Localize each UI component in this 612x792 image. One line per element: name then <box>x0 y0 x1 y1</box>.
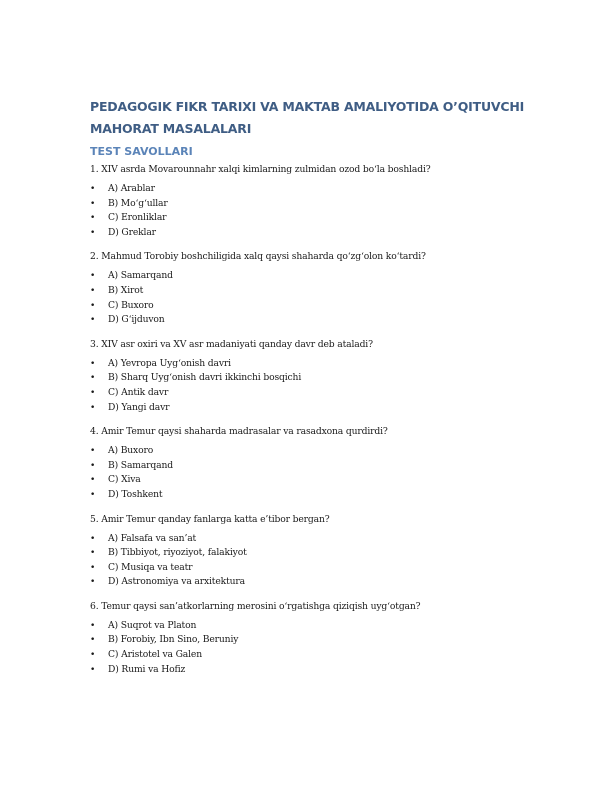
answer-option-text: D) Astronomiya va arxitektura <box>108 576 245 588</box>
answer-options <box>90 269 550 327</box>
answer-option <box>90 619 550 634</box>
bullet-icon: • <box>90 184 96 194</box>
answer-options <box>90 357 550 415</box>
answer-option-text: B) Xirot <box>108 284 144 296</box>
answer-option-text: C) Musiqa va teatr <box>108 561 193 573</box>
bullet-icon: • <box>90 650 96 661</box>
answer-options <box>90 532 550 590</box>
section-heading: TEST SAVOLLARI <box>90 145 193 158</box>
answer-option-text: C) Aristotel va Galen <box>108 649 202 661</box>
question-item <box>90 162 550 240</box>
answer-option <box>90 401 550 416</box>
answer-option-text: A) Arablar <box>108 183 155 194</box>
bullet-icon: • <box>90 198 96 209</box>
bullet-icon: • <box>90 460 96 471</box>
answer-option-text: D) Toshkent <box>108 488 163 500</box>
question-item <box>90 599 550 677</box>
answer-option <box>90 211 550 226</box>
question-item <box>90 424 550 502</box>
answer-option <box>90 546 550 561</box>
bullet-icon: • <box>90 300 96 311</box>
answer-option <box>90 313 550 328</box>
bullet-icon: • <box>90 533 96 544</box>
answer-option <box>90 444 550 459</box>
question-item <box>90 337 550 415</box>
bullet-icon: • <box>90 315 96 326</box>
bullet-icon: • <box>90 213 96 224</box>
answer-option-text: A) Yevropa Uyg‘onish davri <box>108 357 231 369</box>
bullet-icon: • <box>90 635 96 646</box>
question-text: 4. Amir Temur qaysi shaharda madrasalar va rasadxona qurdirdi? <box>90 426 388 438</box>
answer-option <box>90 532 550 547</box>
question-text: 2. Mahmud Torobiy boshchiligida xalq qaysi shaharda qo‘zg‘olon ko‘tardi? <box>90 251 426 263</box>
answer-option <box>90 473 550 488</box>
question-list <box>90 162 550 686</box>
answer-option-text: C) Antik davr <box>108 386 169 398</box>
bullet-icon: • <box>90 271 96 282</box>
question-text: 6. Temur qaysi san’atkorlarning merosini o‘rgatishga qiziqish uyg‘otgan? <box>90 600 421 612</box>
bullet-icon: • <box>90 577 96 588</box>
answer-option-text: C) Xiva <box>108 474 141 486</box>
answer-option-text: A) Suqrot va Platon <box>108 619 197 631</box>
question-item <box>90 249 550 327</box>
answer-option <box>90 575 550 590</box>
bullet-icon: • <box>90 548 96 559</box>
answer-option <box>90 269 550 284</box>
answer-option-text: B) Samarqand <box>108 459 173 471</box>
answer-option-text: B) Tibbiyot, riyoziyot, falakiyot <box>108 547 247 559</box>
question-text: 1. XIV asrda Movarounnahr xalqi kimlarning zulmidan ozod bo‘la boshladi? <box>90 164 431 175</box>
bullet-icon: • <box>90 664 96 675</box>
answer-option <box>90 226 550 241</box>
answer-option-text: A) Buxoro <box>108 445 154 457</box>
answer-option-text: A) Samarqand <box>108 270 173 282</box>
answer-option-text: D) Greklar <box>108 226 156 238</box>
answer-option <box>90 299 550 314</box>
bullet-icon: • <box>90 446 96 457</box>
answer-options <box>90 444 550 502</box>
answer-option <box>90 284 550 299</box>
answer-option <box>90 488 550 503</box>
answer-option-text: B) Mo‘g‘ullar <box>108 197 168 209</box>
answer-option <box>90 386 550 401</box>
answer-option <box>90 182 550 197</box>
bullet-icon: • <box>90 489 96 500</box>
document-title: PEDAGOGIK FIKR TARIXI VA MAKTAB AMALIYOTIDA O’QITUVCHI MAHORAT MASALALARI <box>90 99 525 136</box>
bullet-icon: • <box>90 373 96 384</box>
bullet-icon: • <box>90 402 96 413</box>
answer-option-text: D) G‘ijduvon <box>108 314 165 326</box>
question-text: 3. XIV asr oxiri va XV asr madaniyati qanday davr deb ataladi? <box>90 338 373 350</box>
bullet-icon: • <box>90 475 96 486</box>
answer-option-text: C) Buxoro <box>108 299 154 311</box>
answer-option <box>90 561 550 576</box>
bullet-icon: • <box>90 562 96 573</box>
answer-option <box>90 633 550 648</box>
answer-option-text: B) Sharq Uyg‘onish davri ikkinchi bosqichi <box>108 372 302 384</box>
answer-option <box>90 663 550 678</box>
answer-options <box>90 182 550 240</box>
answer-option <box>90 197 550 212</box>
bullet-icon: • <box>90 620 96 631</box>
bullet-icon: • <box>90 387 96 398</box>
answer-option <box>90 459 550 474</box>
answer-option-text: C) Eronliklar <box>108 212 167 224</box>
question-item <box>90 512 550 590</box>
bullet-icon: • <box>90 227 96 238</box>
answer-option-text: D) Yangi davr <box>108 401 170 413</box>
answer-option-text: D) Rumi va Hofiz <box>108 663 186 675</box>
question-text: 5. Amir Temur qanday fanlarga katta e’tibor bergan? <box>90 513 330 525</box>
answer-option <box>90 357 550 372</box>
bullet-icon: • <box>90 358 96 369</box>
bullet-icon: • <box>90 285 96 296</box>
answer-option <box>90 371 550 386</box>
answer-option <box>90 648 550 663</box>
answer-option-text: B) Forobiy, Ibn Sino, Beruniy <box>108 634 239 646</box>
answer-option-text: A) Falsafa va san’at <box>108 532 197 544</box>
answer-options <box>90 619 550 677</box>
